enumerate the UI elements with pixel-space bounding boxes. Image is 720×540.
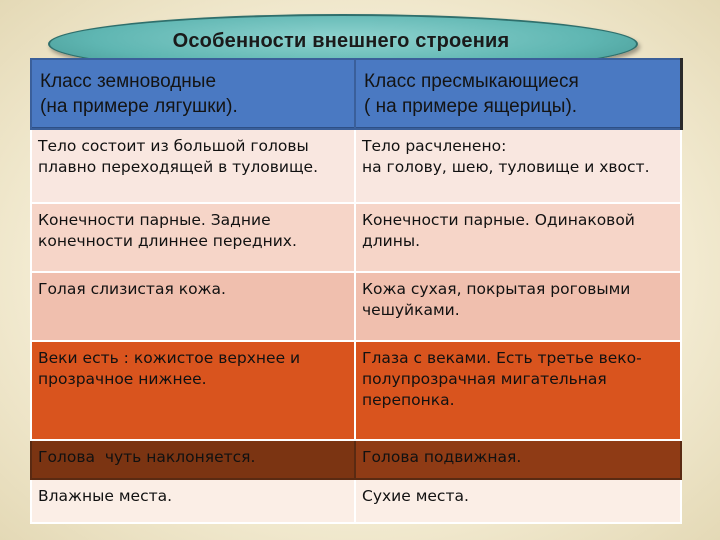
cell-line: Голая слизистая кожа. bbox=[38, 280, 226, 298]
header-reptiles-line2: ( на примере ящерицы). bbox=[364, 95, 578, 117]
cell-line: Конечности парные. Одинаковой bbox=[362, 211, 635, 229]
header-amphibians bbox=[31, 59, 355, 129]
table-row bbox=[31, 440, 681, 479]
cell-line: Сухие места. bbox=[362, 487, 469, 505]
cell-line: длины. bbox=[362, 231, 420, 250]
cell-line: Кожа сухая, покрытая роговыми bbox=[362, 280, 631, 298]
header-amphibians-line2: (на примере лягушки). bbox=[40, 95, 238, 117]
cell-reptiles bbox=[355, 203, 681, 272]
cell-reptiles bbox=[355, 129, 681, 203]
cell-line: Влажные места. bbox=[38, 487, 173, 505]
cell-amphibians bbox=[31, 341, 355, 440]
cell-line: на голову, шею, туловище и хвост. bbox=[362, 157, 650, 176]
header-reptiles-line1: Класс пресмыкающиеся bbox=[364, 71, 579, 92]
table-row bbox=[31, 341, 681, 440]
cell-reptiles bbox=[355, 440, 681, 479]
cell-reptiles bbox=[355, 341, 681, 440]
table-row bbox=[31, 272, 681, 341]
cell-amphibians bbox=[31, 203, 355, 272]
cell-line: Глаза с веками. Есть третье веко- bbox=[362, 349, 642, 367]
cell-line: плавно переходящей в туловище. bbox=[38, 157, 319, 176]
cell-amphibians bbox=[31, 272, 355, 341]
cell-amphibians bbox=[31, 129, 355, 203]
cell-line: полупрозрачная мигательная bbox=[362, 369, 607, 388]
cell-amphibians bbox=[31, 440, 355, 479]
cell-line: Голова подвижная. bbox=[362, 448, 522, 466]
cell-amphibians bbox=[31, 479, 355, 523]
cell-line: Тело расчленено: bbox=[362, 137, 507, 155]
cell-reptiles bbox=[355, 479, 681, 523]
cell-line: Голова чуть наклоняется. bbox=[38, 448, 256, 466]
slide-title: Особенности внешнего строения bbox=[172, 30, 510, 52]
table-header-row bbox=[31, 59, 681, 129]
cell-line: Веки есть : кожистое верхнее и bbox=[38, 349, 301, 367]
header-amphibians-line1: Класс земноводные bbox=[40, 71, 217, 92]
table-row bbox=[31, 129, 681, 203]
cell-line: Тело состоит из большой головы bbox=[38, 137, 309, 155]
cell-line: Конечности парные. Задние bbox=[38, 211, 271, 229]
cell-line: чешуйками. bbox=[362, 300, 460, 319]
header-reptiles bbox=[355, 59, 681, 129]
cell-line: конечности длиннее передних. bbox=[38, 231, 297, 250]
comparison-table bbox=[30, 58, 683, 524]
cell-line: перепонка. bbox=[362, 390, 455, 409]
cell-reptiles bbox=[355, 272, 681, 341]
cell-line: прозрачное нижнее. bbox=[38, 369, 207, 388]
table-row bbox=[31, 203, 681, 272]
table-row bbox=[31, 479, 681, 523]
